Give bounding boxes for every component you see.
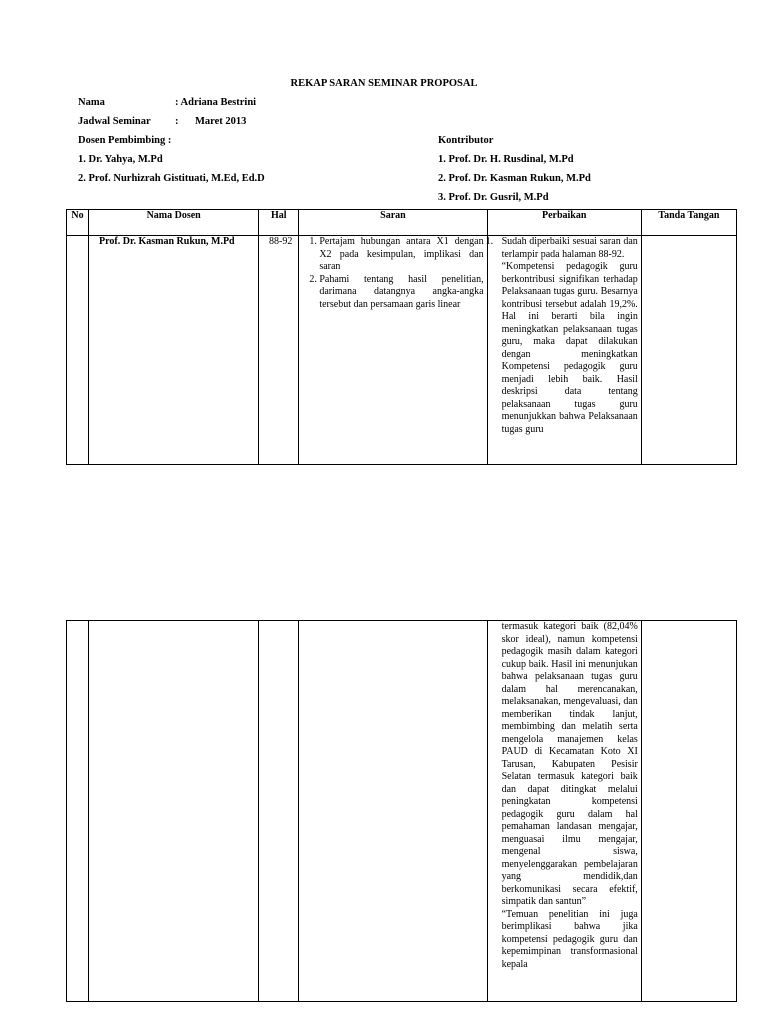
cont-cell-saran [299, 621, 487, 1002]
header-saran: Saran [299, 210, 487, 236]
kontributor-item-2: 2. Prof. Dr. Kasman Rukun, M.Pd [438, 173, 591, 184]
header-perbaikan: Perbaikan [487, 210, 641, 236]
cell-tanda-tangan [641, 236, 736, 465]
saran-item-1: 1. Pertajam hubungan antara X1 dengan X2 pada kesimpulan, implikasi dan saran [319, 236, 483, 274]
rekap-table-page1 [66, 209, 737, 465]
jadwal-colon: : [175, 116, 179, 127]
perbaikan-paragraph-2: “Kompetensi pedagogik guru berkontribusi signifikan terhadap Pelaksanaan tugas guru. Besarnya kontribusi tersebut adalah 19,2%. Hal ini berarti bila ingin meningkatkan pelaksanaan tugas guru, maka dapat dilakukan dengan meningkatkan Kompetensi pedagogik guru menjadi lebih baik. Hasil deskripsi data tentang pelaksanaan tugas guru menunjukkan bahwa Pelaksanaan tugas guru [501, 261, 638, 435]
cont-cell-tanda-tangan [641, 621, 736, 1002]
perbaikan-continuation-2: “Temuan penelitian ini juga berimplikasi bahwa jika kompetensi pedagogik guru dan kepemimpinan transformasional kepala [501, 908, 638, 970]
cont-cell-nama-dosen [89, 621, 259, 1002]
kontributor-label: Kontributor [438, 135, 494, 146]
dosen-item-1: 1. Dr. Yahya, M.Pd [78, 154, 163, 165]
cont-cell-no [67, 621, 89, 1002]
perbaikan-number: 1. [485, 236, 494, 247]
perbaikan-paragraph-1: Sudah diperbaiki sesuai saran dan terlampir pada halaman 88-92. [501, 236, 638, 260]
header-tanda-tangan: Tanda Tangan [641, 210, 736, 236]
perbaikan-continuation-1: termasuk kategori baik (82,04% skor ideal), namun kompetensi pedagogik masih dalam kategori cukup baik. Hasil ini menunjukan bahwa pelaksanaan tugas guru dalam hal merencanakan, melaksanakan, mengevaluasi, dan memberikan tindak lanjut, membimbing dan melatih serta mengelola manajemen kelas PAUD di Kecamatan Koto XI Tarusan, Kabupaten Pesisir Selatan termasuk kategori baik dan dapat ditingkat melalui peningkatan kompetensi pedagogik guru dalam hal pemahaman landasan mengajar, menguasai ilmu mengajar, mengenal siswa, menyelenggarakan pembelajaran yang mendidik,dan berkomunikasi secara efektif, simpatik dan santun” [501, 621, 638, 907]
nama-value: : Adriana Bestrini [175, 97, 257, 108]
cell-no [67, 236, 89, 465]
jadwal-value: Maret 2013 [195, 116, 247, 127]
saran-item-2: 2. Pahami tentang hasil penelitian, darimana datangnya angka-angka tersebut dan persamaan garis linear [319, 274, 483, 312]
jadwal-label: Jadwal Seminar [78, 116, 151, 127]
dosen-pembimbing-label: Dosen Pembimbing : [78, 135, 172, 146]
cont-cell-perbaikan [487, 621, 641, 1002]
dosen-item-2: 2. Prof. Nurhizrah Gistituati, M.Ed, Ed.D [78, 173, 265, 184]
header-hal: Hal [259, 210, 299, 236]
nama-label: Nama [78, 97, 105, 108]
cont-cell-hal [259, 621, 299, 1002]
kontributor-item-1: 1. Prof. Dr. H. Rusdinal, M.Pd [438, 154, 574, 165]
document-title: REKAP SARAN SEMINAR PROPOSAL [290, 78, 478, 89]
cell-hal: 88-92 [259, 236, 299, 465]
rekap-table-page2 [66, 620, 737, 1002]
cell-nama-dosen: Prof. Dr. Kasman Rukun, M.Pd [89, 236, 259, 465]
kontributor-item-3: 3. Prof. Dr. Gusril, M.Pd [438, 192, 549, 203]
header-nama-dosen: Nama Dosen [89, 210, 259, 236]
cell-perbaikan [487, 236, 641, 465]
header-no: No [67, 210, 89, 236]
cell-saran [299, 236, 487, 465]
